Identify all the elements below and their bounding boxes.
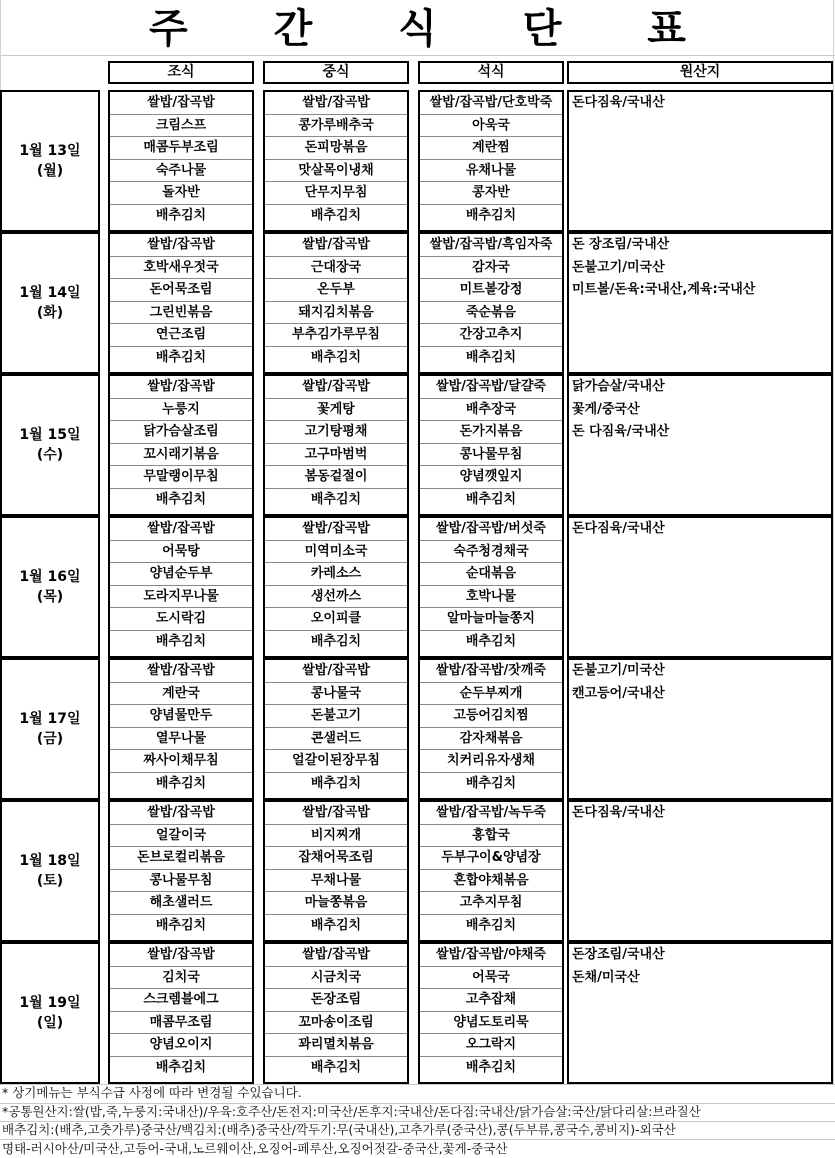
- menu-item: 감자국: [420, 257, 562, 280]
- menu-item: 얼갈이국: [110, 825, 252, 848]
- page-title: 주 간 식 단 표: [149, 6, 722, 52]
- menu-item: 연근조림: [110, 324, 252, 347]
- menu-item: 카레소스: [265, 563, 407, 586]
- note-line: *공통원산지:쌀(밥,죽,누룽지:국내산)/우육:호주산/돈전지:미국산/돈후지:국내산/돈다짐:국내산/닭가슴살:국산/닭다리살:브라질산: [2, 1103, 701, 1119]
- menu-item: 꽃게탕: [265, 399, 407, 422]
- menu-item: 혼합야채볶음: [420, 870, 562, 893]
- menu-item: 김치국: [110, 967, 252, 990]
- menu-item: 쌀밥/잡곡밥: [265, 92, 407, 115]
- origin-line: 돈장조림/국내산: [572, 947, 665, 962]
- menu-item: 쌀밥/잡곡밥/달걀죽: [420, 376, 562, 399]
- menu-item: 순대볶음: [420, 563, 562, 586]
- menu-item: 열무나물: [110, 728, 252, 751]
- breakfast-menu: [108, 800, 254, 942]
- menu-item: 콩자반: [420, 182, 562, 205]
- menu-item: 쌀밥/잡곡밥/야채죽: [420, 944, 562, 967]
- day-date: 1월 14일: [19, 285, 81, 301]
- day-label: [0, 800, 100, 942]
- menu-item: 배추김치: [310, 1059, 362, 1075]
- menu-item: 배추김치: [465, 633, 517, 649]
- menu-item: 어묵국: [420, 967, 562, 990]
- menu-item: 양념깻잎지: [420, 466, 562, 489]
- origin-info: [567, 374, 833, 516]
- menu-item: 쌀밥/잡곡밥: [110, 518, 252, 541]
- day-label: [0, 90, 100, 232]
- origin-line: 돈다짐육/국내산: [572, 521, 665, 536]
- day-block: [0, 232, 835, 374]
- menu-item: 고추지무침: [420, 892, 562, 915]
- menu-item: 감자채볶음: [420, 728, 562, 751]
- menu-item: 호박새우젓국: [110, 257, 252, 280]
- menu-item: 숙주나물: [110, 160, 252, 183]
- menu-item: 어묵탕: [110, 541, 252, 564]
- menu-item: 배추장국: [420, 399, 562, 422]
- menu-item: 죽순볶음: [420, 302, 562, 325]
- lunch-menu: [263, 232, 409, 374]
- menu-item: 계란국: [110, 683, 252, 706]
- day-date: 1월 13일: [19, 143, 81, 159]
- menu-item: 쌀밥/잡곡밥: [110, 802, 252, 825]
- origin-line: 돈다짐육/국내산: [572, 95, 665, 110]
- menu-item: 순두부찌개: [420, 683, 562, 706]
- menu-item: 양념오이지: [110, 1034, 252, 1057]
- origin-info: [567, 658, 833, 800]
- menu-item: 봄동겉절이: [265, 466, 407, 489]
- menu-item: 배추김치: [155, 1059, 207, 1075]
- note-line: * 상기메뉴는 부식수급 사정에 따라 변경될 수있습니다.: [2, 1085, 302, 1100]
- menu-item: 매콤무조림: [110, 1012, 252, 1035]
- menu-item: 배추김치: [155, 491, 207, 507]
- breakfast-menu: [108, 232, 254, 374]
- day-weekday: (일): [36, 1015, 64, 1031]
- menu-item: 콩나물국: [265, 683, 407, 706]
- menu-item: 돈장조림: [265, 989, 407, 1012]
- menu-item: 배추김치: [155, 633, 207, 649]
- dinner-menu: [418, 800, 564, 942]
- origin-info: [567, 942, 833, 1084]
- menu-item: 치커리유자생채: [420, 750, 562, 773]
- menu-item: 쌀밥/잡곡밥/버섯죽: [420, 518, 562, 541]
- menu-item: 무채나물: [265, 870, 407, 893]
- menu-item: 배추김치: [310, 633, 362, 649]
- menu-item: 고구마범벅: [265, 444, 407, 467]
- dinner-menu: [418, 658, 564, 800]
- menu-item: 쌀밥/잡곡밥/흑임자죽: [420, 234, 562, 257]
- menu-item: 콩나물무침: [110, 870, 252, 893]
- menu-item: 쌀밥/잡곡밥: [265, 660, 407, 683]
- origin-info: [567, 800, 833, 942]
- day-label: [0, 942, 100, 1084]
- origin-info: [567, 516, 833, 658]
- menu-item: 고등어김치찜: [420, 705, 562, 728]
- menu-item: 스크렘블에그: [110, 989, 252, 1012]
- origin-line: 닭가슴살/국내산: [572, 379, 665, 394]
- menu-item: 쌀밥/잡곡밥: [110, 234, 252, 257]
- dinner-menu: [418, 374, 564, 516]
- origin-line: 캔고등어/국내산: [572, 685, 665, 701]
- day-weekday: (토): [36, 873, 64, 889]
- breakfast-menu: [108, 516, 254, 658]
- menu-item: 배추김치: [155, 349, 207, 365]
- menu-item: 오그락지: [420, 1034, 562, 1057]
- origin-info: [567, 232, 833, 374]
- menu-item: 생선까스: [265, 586, 407, 609]
- note-line: 배추김치:(배추,고춧가루)중국산/백김치:(배추)중국산/깍두기:무(국내산),고추가루(중국산),콩(두부류,콩국수,콩비지)-외국산: [2, 1122, 676, 1137]
- menu-item: 쌀밥/잡곡밥: [265, 944, 407, 967]
- origin-info: [567, 90, 833, 232]
- dinner-menu: [418, 232, 564, 374]
- menu-item: 콩나물무침: [420, 444, 562, 467]
- day-block: [0, 658, 835, 800]
- origin-line: 돈다짐육/국내산: [572, 805, 665, 820]
- menu-item: 배추김치: [155, 207, 207, 223]
- lunch-menu: [263, 516, 409, 658]
- menu-item: 고기탕평채: [265, 421, 407, 444]
- menu-item: 고추잡채: [420, 989, 562, 1012]
- day-label: [0, 658, 100, 800]
- menu-item: 크림스프: [110, 115, 252, 138]
- menu-item: 두부구이&양념장: [420, 847, 562, 870]
- menu-item: 쌀밥/잡곡밥: [265, 376, 407, 399]
- menu-item: 쌀밥/잡곡밥: [110, 376, 252, 399]
- menu-item: 부추김가루무침: [265, 324, 407, 347]
- day-date: 1월 18일: [19, 853, 81, 869]
- day-block: [0, 374, 835, 516]
- menu-item: 간장고추지: [420, 324, 562, 347]
- breakfast-menu: [108, 942, 254, 1084]
- menu-item: 배추김치: [155, 775, 207, 791]
- day-label: [0, 516, 100, 658]
- menu-item: 돈피망볶음: [265, 137, 407, 160]
- header-lunch: 중식: [263, 61, 409, 84]
- menu-item: 쌀밥/잡곡밥: [110, 92, 252, 115]
- menu-item: 마늘쫑볶음: [265, 892, 407, 915]
- header-breakfast: 조식: [108, 61, 254, 84]
- menu-item: 쌀밥/잡곡밥: [265, 234, 407, 257]
- day-label: [0, 374, 100, 516]
- lunch-menu: [263, 90, 409, 232]
- menu-item: 누룽지: [110, 399, 252, 422]
- origin-line: 돈 장조림/국내산: [572, 237, 670, 252]
- menu-item: 숙주청경채국: [420, 541, 562, 564]
- day-block: [0, 90, 835, 232]
- origin-line: 미트볼/돈육:국내산,계육:국내산: [572, 282, 756, 297]
- origin-line: 돈불고기/미국산: [572, 663, 665, 678]
- origin-line: 돈불고기/미국산: [572, 259, 665, 275]
- day-label: [0, 232, 100, 374]
- menu-item: 돈불고기: [265, 705, 407, 728]
- menu-item: 무말랭이무침: [110, 466, 252, 489]
- menu-item: 유채나물: [420, 160, 562, 183]
- menu-item: 짜사이채무침: [110, 750, 252, 773]
- menu-item: 비지찌개: [265, 825, 407, 848]
- menu-item: 배추김치: [465, 775, 517, 791]
- menu-item: 매콤두부조림: [110, 137, 252, 160]
- menu-item: 돈브로컬리볶음: [110, 847, 252, 870]
- lunch-menu: [263, 374, 409, 516]
- day-date: 1월 15일: [19, 427, 81, 443]
- breakfast-menu: [108, 90, 254, 232]
- lunch-menu: [263, 658, 409, 800]
- menu-item: 배추김치: [310, 775, 362, 791]
- day-date: 1월 16일: [19, 569, 81, 585]
- menu-item: 쌀밥/잡곡밥: [265, 518, 407, 541]
- menu-item: 쌀밥/잡곡밥/녹두죽: [420, 802, 562, 825]
- menu-item: 배추김치: [310, 491, 362, 507]
- menu-item: 콘샐러드: [265, 728, 407, 751]
- menu-item: 꼬마송이조림: [265, 1012, 407, 1035]
- menu-item: 쌀밥/잡곡밥/잣깨죽: [420, 660, 562, 683]
- menu-item: 양념물만두: [110, 705, 252, 728]
- menu-item: 양념순두부: [110, 563, 252, 586]
- lunch-menu: [263, 800, 409, 942]
- menu-item: 콩가루배추국: [265, 115, 407, 138]
- menu-item: 미역미소국: [265, 541, 407, 564]
- menu-item: 해초샐러드: [110, 892, 252, 915]
- day-date: 1월 17일: [19, 711, 81, 727]
- day-weekday: (수): [36, 447, 64, 463]
- note-line: 명태-러시아산/미국산,고등어-국내,노르웨이산,오징어-페루산,오징어젓갈-중국산,꽃게-중국산: [2, 1140, 508, 1156]
- menu-item: 꽈리멸치볶음: [265, 1034, 407, 1057]
- menu-item: 도시락김: [110, 608, 252, 631]
- day-date: 1월 19일: [19, 995, 81, 1011]
- menu-item: 돼지김치볶음: [265, 302, 407, 325]
- breakfast-menu: [108, 374, 254, 516]
- header-origin: 원산지: [567, 61, 833, 84]
- day-block: [0, 516, 835, 658]
- menu-item: 알마늘마늘쫑지: [420, 608, 562, 631]
- menu-item: 돈어묵조림: [110, 279, 252, 302]
- menu-item: 돌자반: [110, 182, 252, 205]
- menu-item: 단무지무침: [265, 182, 407, 205]
- menu-item: 오이피클: [265, 608, 407, 631]
- origin-line: 돈 다짐육/국내산: [572, 424, 670, 439]
- menu-item: 닭가슴살조림: [110, 421, 252, 444]
- menu-item: 잡채어묵조림: [265, 847, 407, 870]
- breakfast-menu: [108, 658, 254, 800]
- menu-item: 아욱국: [420, 115, 562, 138]
- menu-item: 얼갈이된장무침: [265, 750, 407, 773]
- notes: [0, 1084, 835, 1158]
- menu-item: 시금치국: [265, 967, 407, 990]
- menu-item: 홍합국: [420, 825, 562, 848]
- header-dinner: 석식: [418, 61, 564, 84]
- menu-item: 맛살목이냉채: [265, 160, 407, 183]
- menu-item: 쌀밥/잡곡밥: [265, 802, 407, 825]
- dinner-menu: [418, 942, 564, 1084]
- menu-item: 쌀밥/잡곡밥/단호박죽: [420, 92, 562, 115]
- menu-item: 배추김치: [465, 491, 517, 507]
- menu-item: 배추김치: [155, 917, 207, 933]
- origin-line: 돈채/미국산: [572, 969, 640, 985]
- day-weekday: (화): [36, 305, 64, 321]
- menu-item: 배추김치: [310, 917, 362, 933]
- lunch-menu: [263, 942, 409, 1084]
- menu-item: 미트볼강정: [420, 279, 562, 302]
- menu-item: 양념도토리묵: [420, 1012, 562, 1035]
- menu-item: 배추김치: [465, 207, 517, 223]
- grid-line: [0, 55, 835, 56]
- menu-item: 온두부: [265, 279, 407, 302]
- dinner-menu: [418, 90, 564, 232]
- day-weekday: (월): [36, 163, 64, 179]
- dinner-menu: [418, 516, 564, 658]
- day-block: [0, 942, 835, 1084]
- day-weekday: (목): [36, 589, 64, 605]
- menu-item: 그린빈볶음: [110, 302, 252, 325]
- menu-item: 호박나물: [420, 586, 562, 609]
- menu-item: 돈가지볶음: [420, 421, 562, 444]
- menu-item: 배추김치: [465, 1059, 517, 1075]
- menu-item: 쌀밥/잡곡밥: [110, 944, 252, 967]
- menu-item: 쌀밥/잡곡밥: [110, 660, 252, 683]
- menu-item: 계란찜: [420, 137, 562, 160]
- menu-item: 근대장국: [265, 257, 407, 280]
- menu-item: 배추김치: [310, 207, 362, 223]
- menu-item: 꼬시래기볶음: [110, 444, 252, 467]
- menu-item: 배추김치: [465, 917, 517, 933]
- menu-item: 배추김치: [310, 349, 362, 365]
- day-weekday: (금): [36, 731, 64, 747]
- day-block: [0, 800, 835, 942]
- origin-line: 꽃게/중국산: [572, 401, 640, 417]
- menu-item: 도라지무나물: [110, 586, 252, 609]
- menu-item: 배추김치: [465, 349, 517, 365]
